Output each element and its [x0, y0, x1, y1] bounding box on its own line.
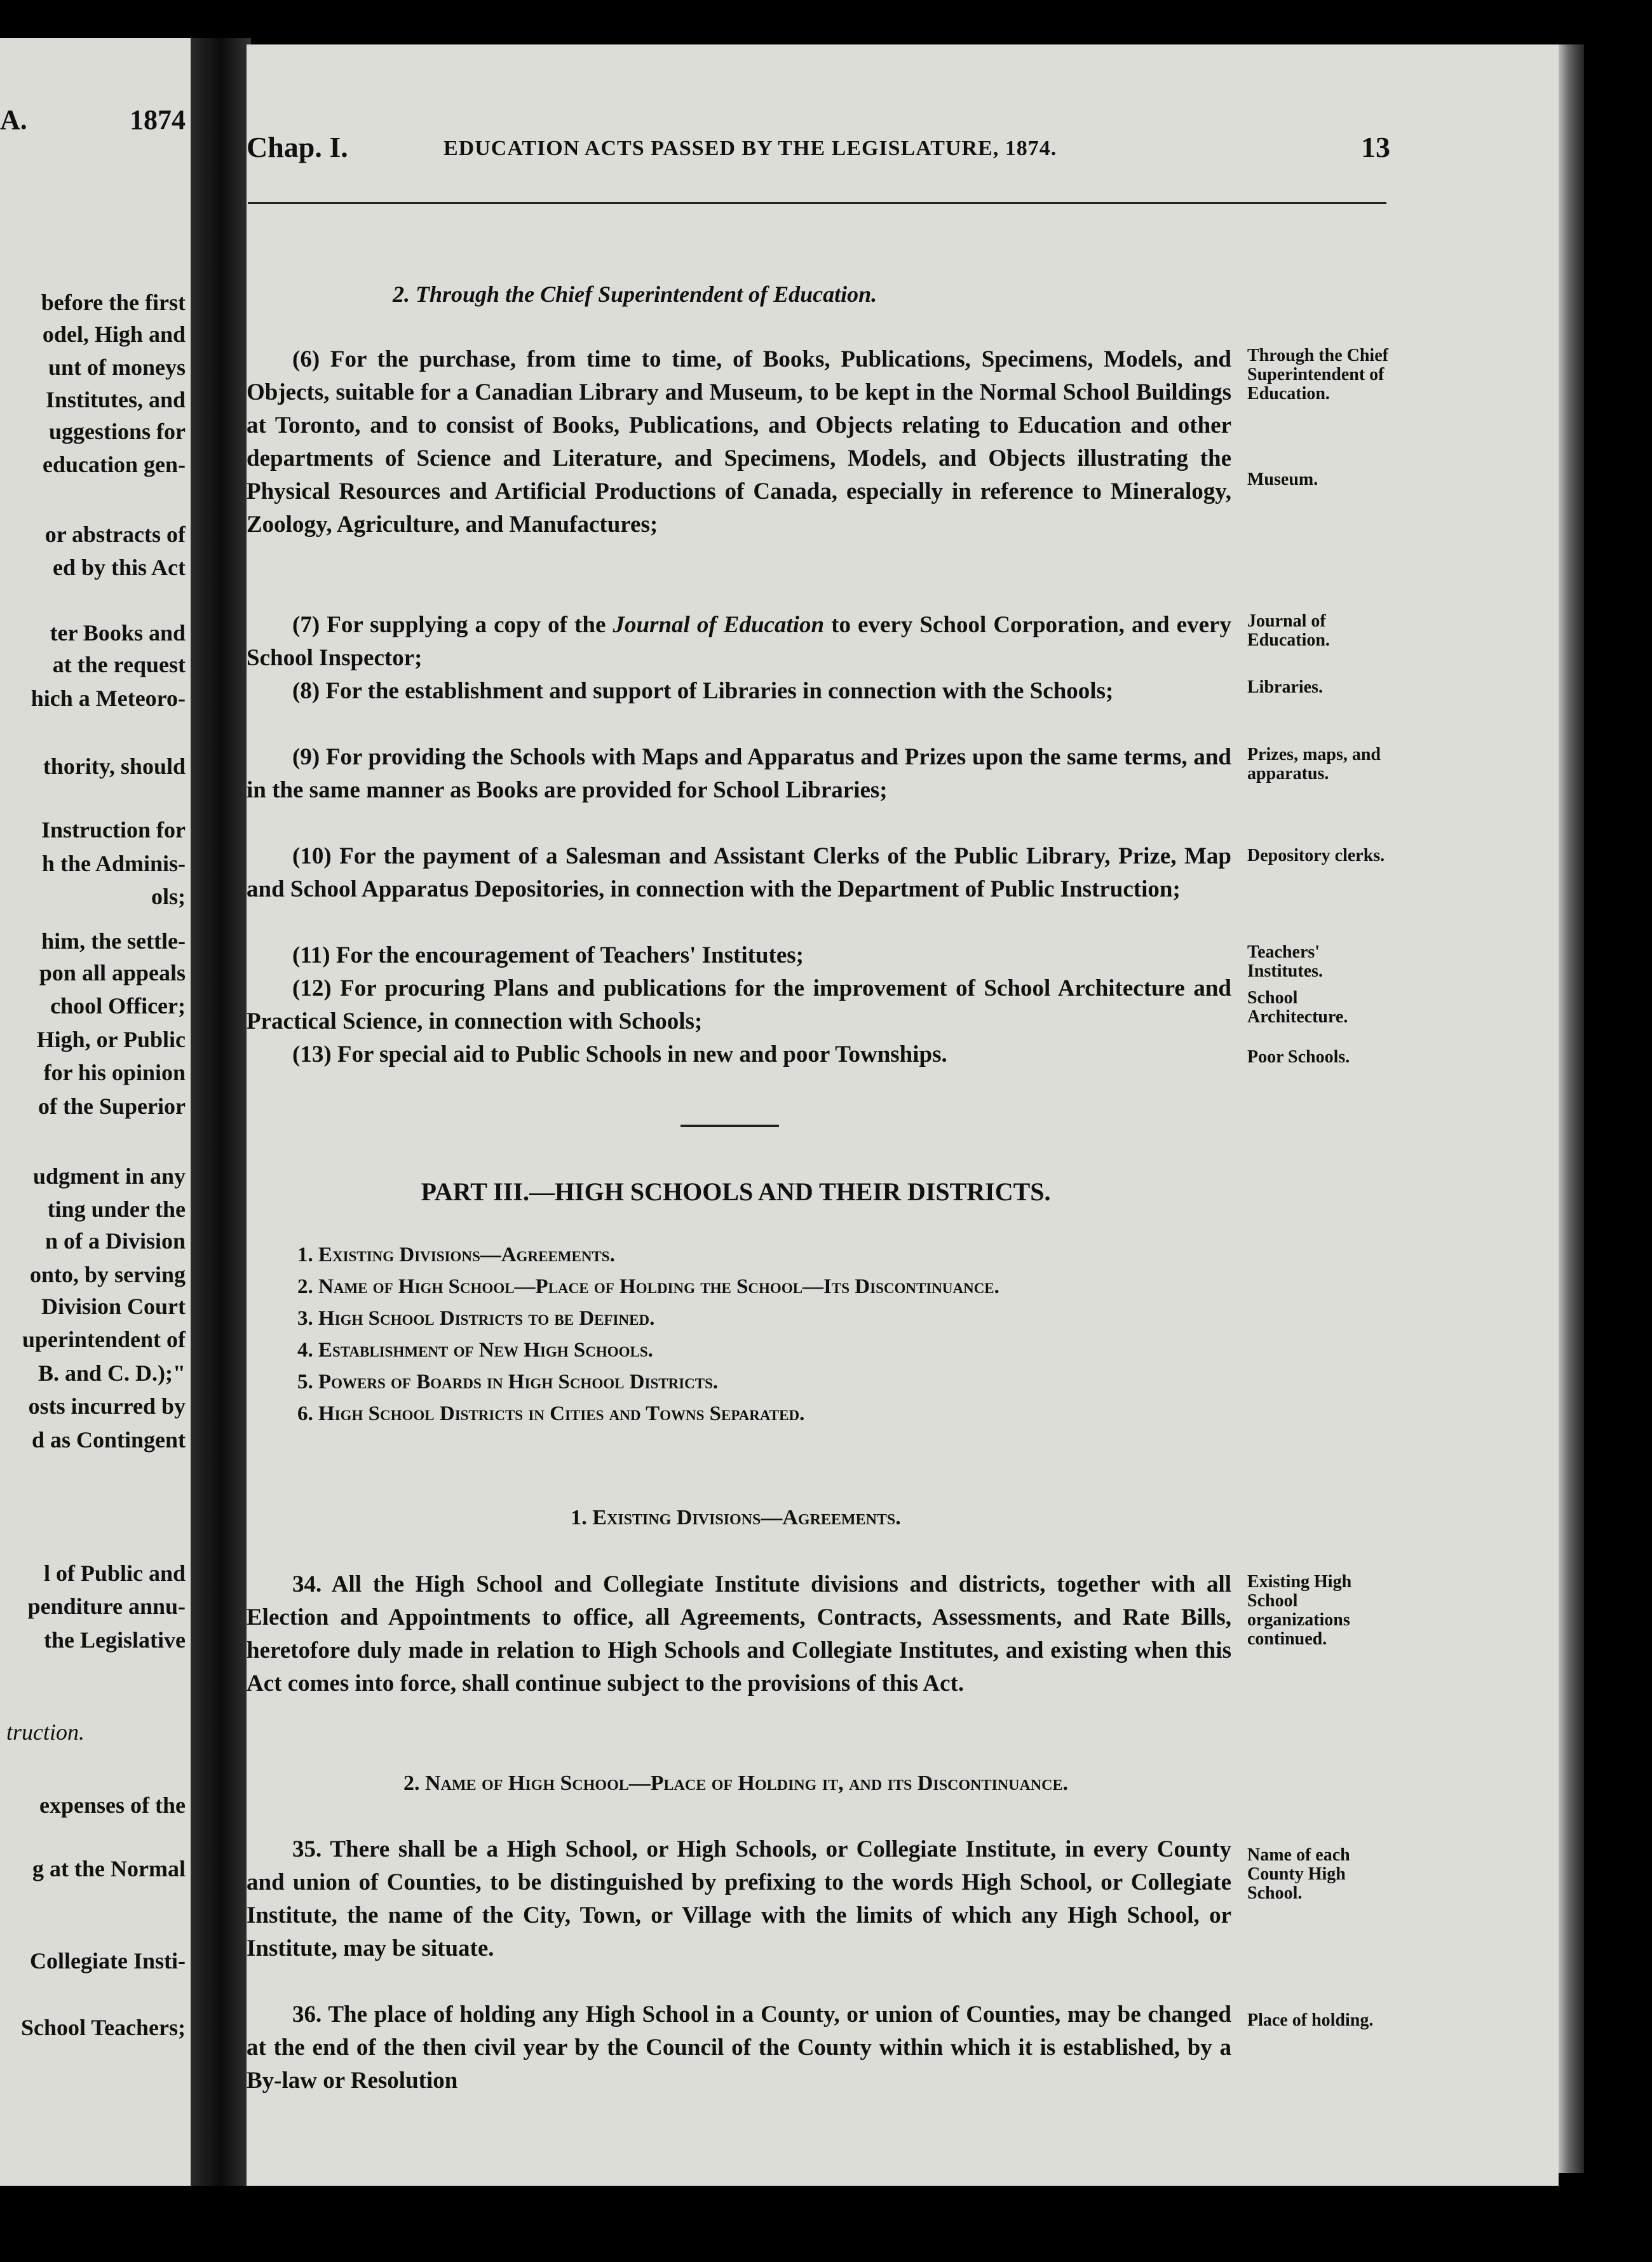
margin-note-depository: Depository clerks. — [1247, 846, 1385, 865]
margin-note-architecture: School Architecture. — [1247, 988, 1348, 1027]
left-page-line: udgment in any — [32, 1163, 186, 1189]
part-contents — [297, 1239, 1206, 1430]
chapter-label: Chap. I. — [247, 131, 348, 163]
left-page-line: ed by this Act — [52, 555, 186, 580]
book-gutter — [191, 38, 251, 2186]
paragraph-34: 34. All the High School and Collegiate Institute divisions and districts, together with all Election and Appointments to office, all Agreements, Contracts, Assessments, and Rate Bills, heretofore duly made in relation to High Schools and Collegiate Institutes, and existing when this Act comes into force, shall continue subject to the provisions of this Act. — [247, 1571, 1231, 1696]
section-1-heading: 1. Existing Divisions—Agreements. — [571, 1506, 901, 1529]
paragraph-11: (11) For the encouragement of Teachers' Institutes; — [292, 942, 804, 968]
page-header — [247, 130, 1390, 168]
paragraph-8: (8) For the establishment and support of Libraries in connection with the Schools; — [292, 678, 1114, 704]
left-page-line: pon all appeals — [39, 960, 186, 985]
margin-note-chief-superintendent: Through the Chief Superintendent of Education. — [1247, 346, 1388, 403]
contents-item: 3. High School Districts to be Defined. — [297, 1307, 655, 1330]
left-page-line: uperintendent of — [22, 1327, 186, 1352]
contents-item: 6. High School Districts in Cities and Towns Separated. — [297, 1402, 805, 1425]
left-page-line: hich a Meteoro- — [30, 686, 186, 711]
margin-note-place: Place of holding. — [1247, 2010, 1374, 2030]
left-page-line: Division Court — [41, 1294, 186, 1319]
left-page-line: High, or Public — [36, 1027, 186, 1052]
left-page-line: Collegiate Insti- — [30, 1948, 186, 1974]
running-title: EDUCATION ACTS PASSED BY THE LEGISLATURE, 1874. — [443, 137, 1057, 160]
left-header-year: 1874 — [130, 104, 186, 135]
margin-note-journal: Journal of Education. — [1247, 611, 1330, 650]
left-page-line: for his opinion — [43, 1060, 186, 1085]
left-page-line: h the Adminis- — [41, 851, 186, 876]
left-page-line: ting under the — [47, 1196, 186, 1222]
margin-note-name-each: Name of each County High School. — [1247, 1845, 1350, 1903]
left-page-line: Institutes, and — [45, 387, 186, 412]
left-page-line: B. and C. D.);" — [37, 1360, 186, 1386]
contents-item: 4. Establishment of New High Schools. — [297, 1339, 653, 1362]
left-page-line: onto, by serving — [29, 1262, 186, 1287]
right-page — [247, 44, 1559, 2186]
left-page-line: of the Superior — [38, 1094, 186, 1119]
contents-item: 1. Existing Divisions—Agreements. — [297, 1243, 615, 1266]
margin-note-museum: Museum. — [1247, 470, 1318, 489]
left-page-line: ter Books and — [50, 620, 186, 646]
part-heading: PART III.—HIGH SCHOOLS AND THEIR DISTRICTS. — [421, 1177, 1051, 1206]
header-rule — [248, 202, 1386, 204]
paragraph-36: 36. The place of holding any High School in a County, or union of Counties, may be changed at the end of the then civil year by the Council of the County within which it is established, by a By-law or Resolution — [247, 2001, 1231, 2094]
left-header-text: A. — [0, 104, 27, 135]
journal-title: Journal of Education — [613, 612, 825, 638]
left-page-line: osts incurred by — [28, 1393, 186, 1419]
left-page-line: n of a Division — [44, 1228, 186, 1254]
section-divider — [680, 1125, 779, 1127]
left-page-line: thority, should — [43, 754, 186, 779]
left-page-line: odel, High and — [42, 322, 186, 347]
left-page-line: or abstracts of — [44, 522, 186, 547]
page-edge — [1559, 44, 1584, 2173]
left-page-line: him, the settle- — [41, 928, 186, 954]
left-page-line: penditure annu- — [27, 1594, 186, 1619]
left-page-line: the Legislative — [44, 1627, 186, 1653]
left-page-line: at the request — [52, 652, 186, 677]
left-page-line: g at the Normal — [32, 1856, 186, 1881]
paragraph-6: (6) For the purchase, from time to time, of Books, Publications, Specimens, Models, and Objects, suitable for a Canadian Library and Museum, to be kept in the Normal School Buildings at Toronto, and to consist of Books, Publications, and Objects relating to Education and other departments of Science and Literature, and Specimens, Models, and Objects illustrating the Physical Resources and Artificial Productions of Canada, especially in reference to Mineralogy, Zoology, Agriculture, and Manufactures; — [247, 346, 1231, 538]
margin-note-prizes: Prizes, maps, and apparatus. — [1247, 745, 1381, 783]
subheading: 2. Through the Chief Superintendent of Education. — [393, 281, 877, 307]
margin-note-poor-schools: Poor Schools. — [1247, 1047, 1350, 1067]
para7-end: to every School Corporation, and every School Inspector; — [247, 612, 1231, 671]
left-page-line: l of Public and — [43, 1561, 186, 1586]
left-page-line: ols; — [151, 884, 186, 909]
left-page-line: d as Contingent — [31, 1427, 186, 1453]
left-page-line: education gen- — [43, 452, 186, 477]
left-page-line: expenses of the — [39, 1792, 186, 1818]
page-number: 13 — [1361, 131, 1390, 163]
left-page-line: chool Officer; — [50, 993, 186, 1019]
paragraph-12: (12) For procuring Plans and publications for the improvement of School Architecture and Practical Science, in connection with Schools; — [247, 975, 1231, 1034]
paragraph-13: (13) For special aid to Public Schools in new and poor Townships. — [292, 1041, 947, 1067]
section-2-heading: 2. Name of High School—Place of Holding it, and its Discontinuance. — [403, 1771, 1068, 1795]
left-page-line: School Teachers; — [20, 2015, 186, 2040]
paragraph-9: (9) For providing the Schools with Maps and Apparatus and Prizes upon the same terms, and in the same manner as Books are provided for School Libraries; — [247, 744, 1231, 803]
left-page-fragment — [0, 38, 191, 2186]
left-page-line: before the first — [41, 290, 186, 315]
contents-item: 5. Powers of Boards in High School Districts. — [297, 1371, 719, 1393]
paragraph-10: (10) For the payment of a Salesman and Assistant Clerks of the Public Library, Prize, Map and School Apparatus Depositories, in connection with the Department of Public Instruction; — [247, 843, 1231, 902]
left-page-line: unt of moneys — [48, 355, 186, 380]
margin-note-existing: Existing High School organizations continued. — [1247, 1572, 1352, 1649]
left-page-line: truction. — [6, 1719, 85, 1745]
margin-note-libraries: Libraries. — [1247, 677, 1323, 697]
left-page-line: Instruction for — [41, 817, 186, 843]
margin-note-teachers: Teachers' Institutes. — [1247, 942, 1324, 981]
para7-start: (7) For supplying a copy of the — [292, 612, 613, 638]
paragraph-35: 35. There shall be a High School, or High Schools, or Collegiate Institute, in every County and union of Counties, to be distinguished by prefixing to the words High School, or Collegiate Institute, the name of the City, Town, or Village with the limits of which any High School, or Institute, may be situate. — [247, 1836, 1231, 1961]
left-page-line: uggestions for — [49, 419, 186, 444]
contents-item: 2. Name of High School—Place of Holding the School—Its Discontinuance. — [297, 1275, 999, 1298]
paragraph-7 — [247, 609, 1231, 675]
